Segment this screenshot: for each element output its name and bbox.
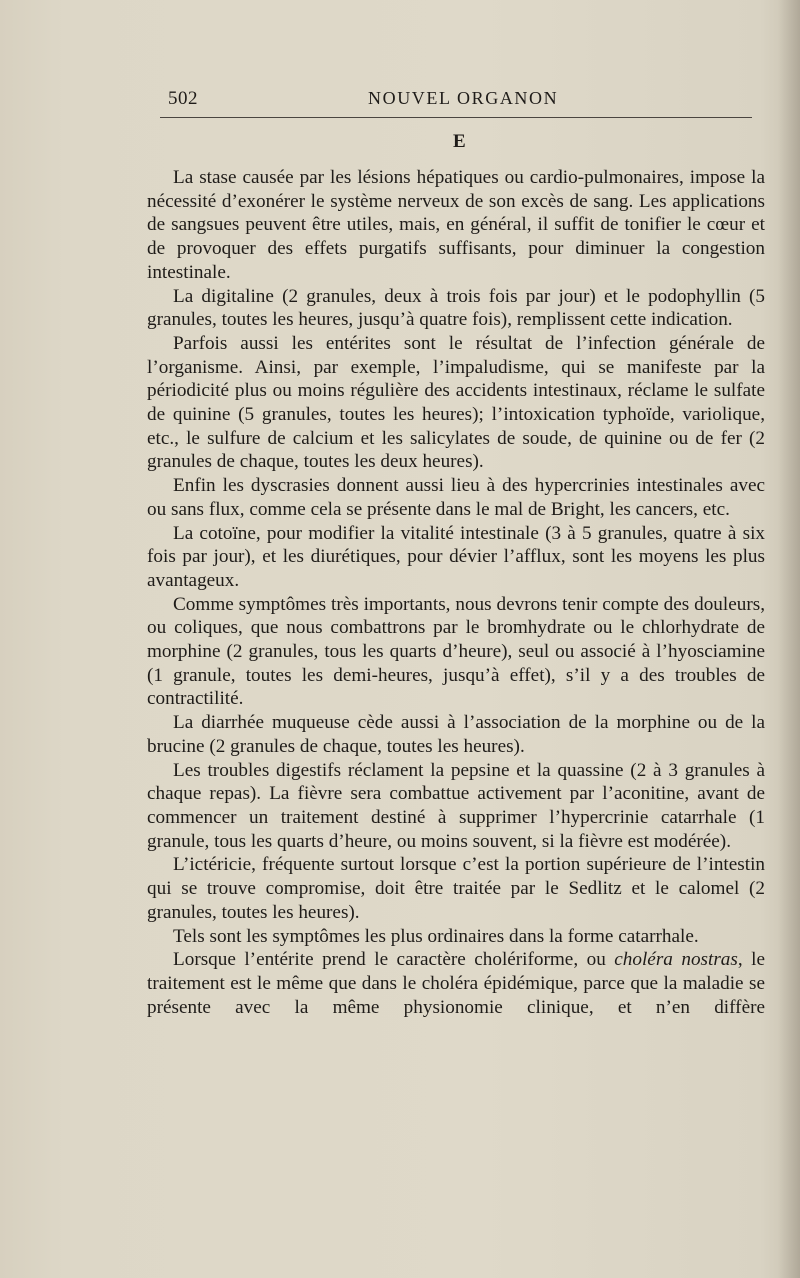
paragraph-forme-catarrhale: Tels sont les symptômes les plus ordinaires dans la forme catarrhale. bbox=[173, 925, 699, 947]
paragraph-dyscrasies: Enfin les dyscrasies donnent aussi lieu à des hypercrinies intestinales avec ou sans flux, comme cela se présente dans le mal de Bright, les cancers, etc. bbox=[147, 475, 765, 520]
page-gutter-shadow bbox=[778, 0, 800, 1278]
paragraph-diarrhee: La diarrhée muqueuse cède aussi à l’association de la morphine ou de la brucine (2 granules de chaque, toutes les heures). bbox=[147, 712, 765, 757]
paragraph-stase: La stase causée par les lésions hépatiques ou cardio-pulmonaires, impose la nécessité d’exonérer le système nerveux de son excès de sang. Les applications de sangsues peuvent être utiles, mais, en général, il suffit de tonifier le cœur et de provoquer des effets purgatifs suffisants, pour diminuer la congestion intestinale. bbox=[147, 167, 765, 283]
running-head bbox=[158, 88, 750, 112]
paragraph-troubles-digestifs: Les troubles digestifs réclament la pepsine et la quassine (2 à 3 granules à chaque repas). La fièvre sera combattue activement par l’aconitine, avant de commencer un traitement destiné à supprimer l’hypercrinie catarrhale (1 granule, tous les quarts d’heure, ou moins souvent, si la fièvre est modérée). bbox=[147, 759, 765, 852]
cholera-text-after: , le traitement est le même que dans le choléra épidémique, parce que la maladie se présente avec la même physionomie clinique, et n’en diffère bbox=[147, 949, 765, 1018]
body-text bbox=[147, 166, 765, 1019]
paragraph-cotoine: La cotoïne, pour modifier la vitalité intestinale (3 à 5 granules, quatre à six fois par jour), et les diurétiques, pour dévier l’afflux, sont les moyens les plus avantageux. bbox=[147, 522, 765, 591]
paragraph-symptomes: Comme symptômes très importants, nous devrons tenir compte des douleurs, ou coliques, que nous combattrons par le bromhydrate ou le chlorhydrate de morphine (2 granules, tous les quarts d’heure), seul ou associé à l’hyosciamine (1 granule, toutes les demi-heures, jusqu’à effet), s’il y a des troubles de contractilité. bbox=[147, 593, 765, 710]
paragraph-ictericie: L’ictéricie, fréquente surtout lorsque c’est la portion supérieure de l’intestin qui se trouve compromise, doit être traitée par le Sedlitz et le calomel (2 granules, toutes les heures). bbox=[147, 854, 765, 923]
page-number: 502 bbox=[168, 88, 198, 109]
section-letter: E bbox=[453, 131, 466, 152]
paragraph-infection: Parfois aussi les entérites sont le résultat de l’infection générale de l’organisme. Ainsi, par exemple, l’impaludisme, qui se manifeste par la périodicité plus ou moins régulière des accidents intestinaux, réclame le sulfate de quinine (5 granules, toutes les heures); l’intoxication typhoïde, variolique, etc., le sulfure de calcium et les salicylates de soude, de quinine ou de fer (2 granules de chaque, toutes les deux heures). bbox=[147, 332, 765, 473]
running-title: NOUVEL ORGANON bbox=[368, 88, 559, 108]
paragraph-cholera bbox=[147, 948, 765, 1019]
header-rule bbox=[160, 117, 752, 118]
cholera-nostras-italic: choléra nostras bbox=[614, 949, 738, 971]
cholera-text-before: Lorsque l’entérite prend le caractère cholériforme, ou bbox=[173, 949, 615, 971]
paragraph-digitaline: La digitaline (2 granules, deux à trois fois par jour) et le podophyllin (5 granules, toutes les heures, jusqu’à quatre fois), remplissent cette indication. bbox=[147, 285, 765, 331]
